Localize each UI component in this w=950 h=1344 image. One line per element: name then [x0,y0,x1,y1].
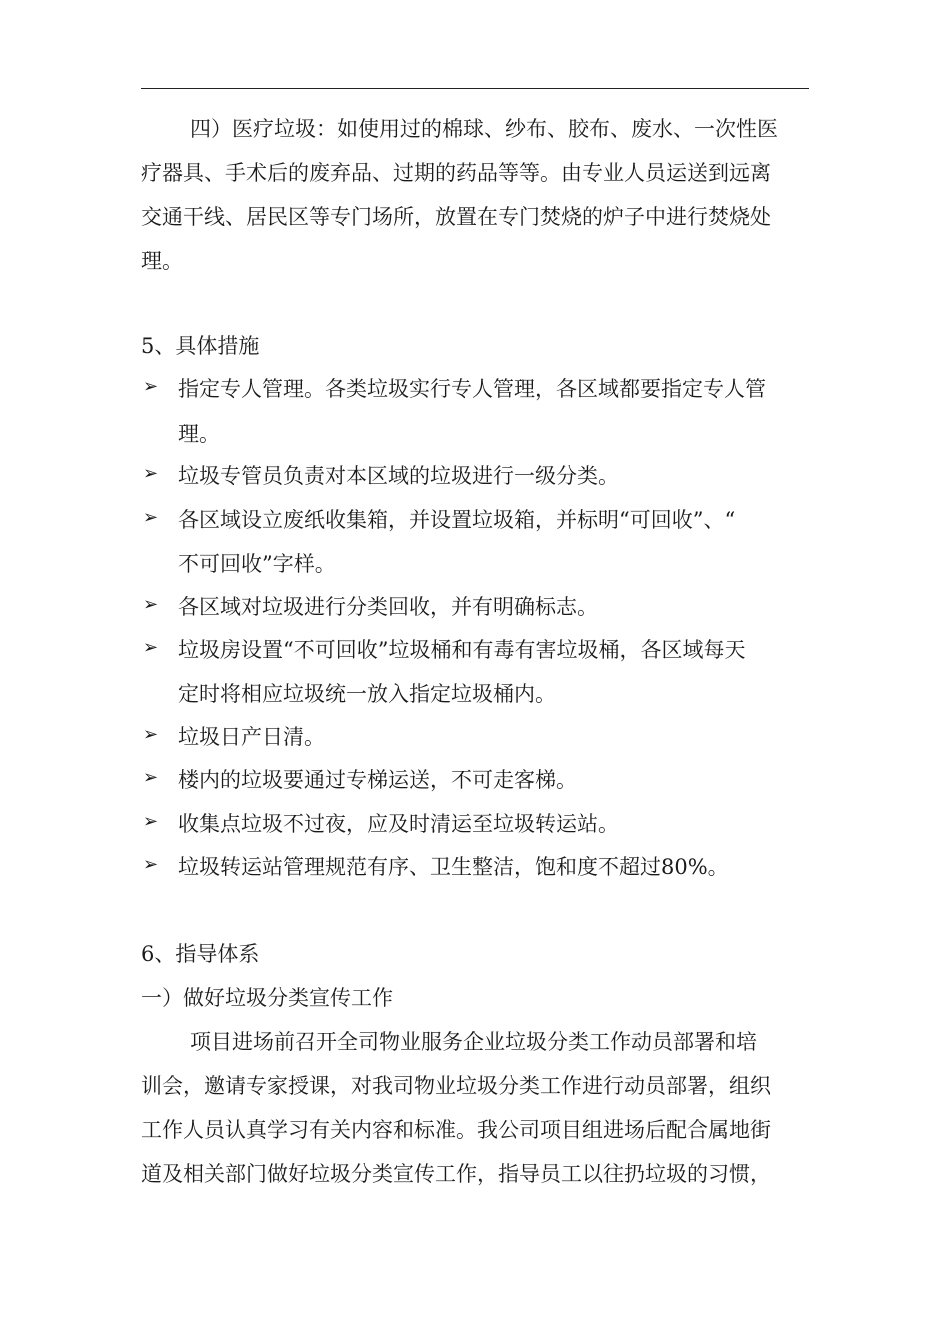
para4-line-1: 四）医疗垃圾：如使用过的棉球、纱布、胶布、废水、一次性医 [190,117,778,141]
bullet-arrow-icon: ➢ [143,811,159,832]
section6-heading: 6、指导体系 [141,942,260,966]
section6-subheading: 一）做好垃圾分类宣传工作 [141,986,393,1010]
para4-line-2: 疗器具、手术后的废弃品、过期的药品等等。由专业人员运送到远离 [141,161,771,185]
section6-para-line-3: 工作人员认真学习有关内容和标准。我公司项目组进场后配合属地街 [141,1118,771,1142]
bullet-arrow-icon: ➢ [143,637,159,658]
bullet-item-1: 指定专人管理。各类垃圾实行专人管理，各区域都要指定专人管 [178,377,766,401]
bullet-arrow-icon: ➢ [143,724,159,745]
bullet-item-7: 楼内的垃圾要通过专梯运送，不可走客梯。 [178,768,577,792]
bullet-arrow-icon: ➢ [143,854,159,875]
bullet-item-8: 收集点垃圾不过夜，应及时清运至垃圾转运站。 [178,812,619,836]
bullet-arrow-icon: ➢ [143,376,159,397]
bullet-arrow-icon: ➢ [143,594,159,615]
bullet-item-4: 各区域对垃圾进行分类回收，并有明确标志。 [178,595,598,619]
section5-heading: 5、具体措施 [141,334,260,358]
section6-para-line-4: 道及相关部门做好垃圾分类宣传工作，指导员工以往扔垃圾的习惯， [141,1162,771,1186]
bullet-arrow-icon: ➢ [143,767,159,788]
section6-para-line-2: 训会，邀请专家授课，对我司物业垃圾分类工作进行动员部署，组织 [141,1074,771,1098]
bullet-item-9: 垃圾转运站管理规范有序、卫生整洁，饱和度不超过80%。 [178,855,729,879]
bullet-arrow-icon: ➢ [143,463,159,484]
para4-line-4: 理。 [141,249,183,273]
bullet-item-5-cont: 定时将相应垃圾统一放入指定垃圾桶内。 [178,682,556,706]
para4-line-3: 交通干线、居民区等专门场所，放置在专门焚烧的炉子中进行焚烧处 [141,205,771,229]
bullet-item-3-cont: 不可回收”字样。 [178,552,336,576]
section6-para-line-1: 项目进场前召开全司物业服务企业垃圾分类工作动员部署和培 [190,1030,757,1054]
bullet-item-3: 各区域设立废纸收集箱，并设置垃圾箱，并标明“可回收”、“ [178,508,736,532]
bullet-arrow-icon: ➢ [143,507,159,528]
header-rule [141,88,809,89]
bullet-item-2: 垃圾专管员负责对本区域的垃圾进行一级分类。 [178,464,619,488]
bullet-item-5: 垃圾房设置“不可回收”垃圾桶和有毒有害垃圾桶，各区域每天 [178,638,746,662]
bullet-item-6: 垃圾日产日清。 [178,725,325,749]
bullet-item-1-cont: 理。 [178,422,220,446]
